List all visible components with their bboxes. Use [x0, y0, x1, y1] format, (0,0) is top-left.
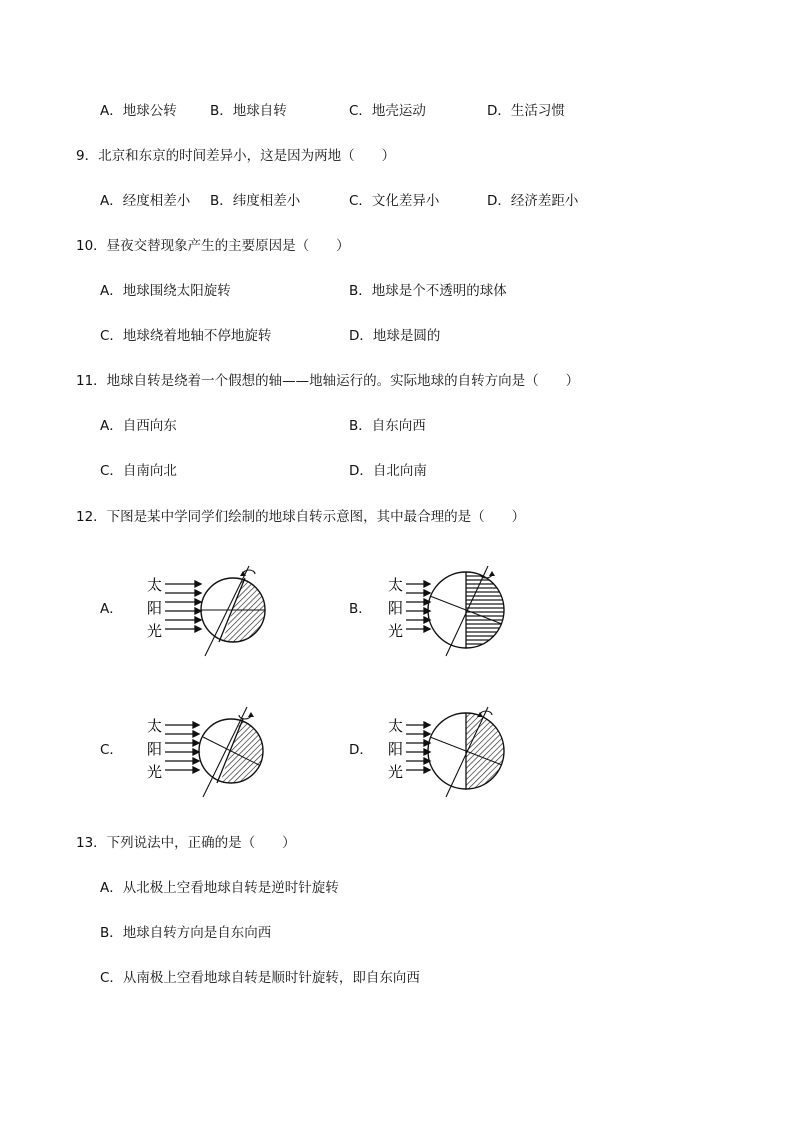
figure-b-label: B． [349, 601, 372, 617]
figure-d-sun-char-1: 太 [388, 717, 404, 735]
q13-option-c: C．从南极上空看地球自转是顺时针旋转，即自东向西 [100, 970, 420, 986]
figure-a-sun-char-3: 光 [147, 622, 163, 640]
figure-b-sun-char-2: 阳 [388, 599, 404, 617]
q8-option-c: C．地壳运动 [349, 103, 426, 119]
q10-stem: 10．昼夜交替现象产生的主要原因是（ ） [76, 238, 350, 254]
q8-option-b: B．地球自转 [210, 103, 287, 119]
figure-c-sun-char-3: 光 [147, 763, 163, 781]
q9-option-a: A．经度相差小 [100, 193, 191, 209]
figure-b-diagram [384, 562, 514, 658]
q9-option-b: B．纬度相差小 [210, 193, 301, 209]
sunlight-arrows [165, 722, 199, 773]
q12-stem: 12．下图是某中学同学们绘制的地球自转示意图，其中最合理的是（ ） [76, 509, 526, 525]
figure-b-sun-char-3: 光 [388, 622, 404, 640]
q11-option-b: B．自东向西 [349, 418, 426, 434]
sunlight-arrows [406, 722, 430, 773]
night-side-shading [466, 711, 508, 793]
figure-b-sun-char-1: 太 [388, 576, 404, 594]
rotation-arrowhead [489, 571, 495, 576]
sunlight-arrows [165, 581, 201, 632]
figure-d-sun-char-2: 阳 [388, 740, 404, 758]
figure-c-diagram [143, 703, 273, 799]
figure-d-label: D． [349, 742, 373, 758]
q8-option-a: A．地球公转 [100, 103, 177, 119]
figure-c-label: C． [100, 742, 123, 758]
figure-d-diagram [384, 703, 514, 799]
q11-option-c: C．自南向北 [100, 463, 177, 479]
q10-option-c: C．地球绕着地轴不停地旋转 [100, 328, 272, 344]
figure-a-sun-char-2: 阳 [147, 599, 163, 617]
q11-option-a: A．自西向东 [100, 418, 177, 434]
q13-stem: 13．下列说法中，正确的是（ ） [76, 835, 296, 851]
q9-stem: 9．北京和东京的时间差异小，这是因为两地（ ） [76, 148, 396, 164]
q11-stem: 11．地球自转是绕着一个假想的轴——地轴运行的。实际地球的自转方向是（ ） [76, 373, 580, 389]
q10-option-a: A．地球围绕太阳旋转 [100, 283, 231, 299]
q9-option-c: C．文化差异小 [349, 193, 440, 209]
q9-option-d: D．经济差距小 [487, 193, 579, 209]
figure-d-sun-char-3: 光 [388, 763, 404, 781]
q10-option-d: D．地球是圆的 [349, 328, 441, 344]
q13-option-a: A．从北极上空看地球自转是逆时针旋转 [100, 880, 339, 896]
figure-c-sun-char-2: 阳 [147, 740, 163, 758]
q10-option-b: B．地球是个不透明的球体 [349, 283, 507, 299]
figure-a-label: A． [100, 601, 123, 617]
figure-a-diagram [143, 562, 273, 658]
sunlight-arrows [406, 581, 430, 632]
night-side-shading [466, 570, 508, 652]
q13-option-b: B．地球自转方向是自东向西 [100, 925, 272, 941]
q11-option-d: D．自北向南 [349, 463, 427, 479]
figure-a-sun-char-1: 太 [147, 576, 163, 594]
q8-option-d: D．生活习惯 [487, 103, 565, 119]
rotation-arrowhead [248, 712, 254, 717]
figure-c-sun-char-1: 太 [147, 717, 163, 735]
